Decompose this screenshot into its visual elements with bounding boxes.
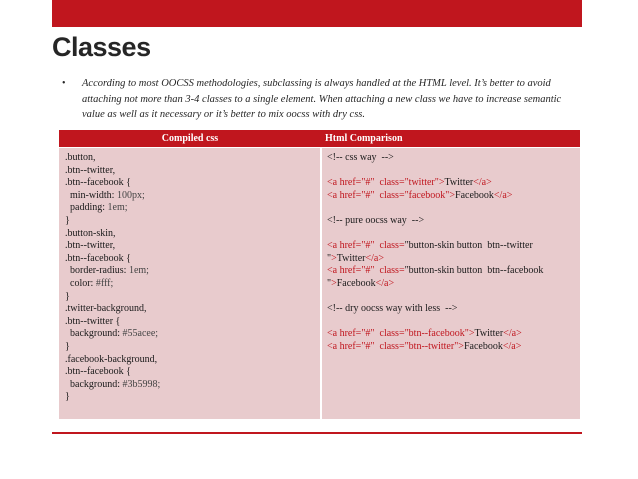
top-accent-bar [52, 0, 582, 27]
table-header-row [59, 130, 580, 147]
bottom-divider [52, 432, 582, 434]
css-code-line: } [65, 340, 70, 352]
blank-line [327, 228, 580, 241]
html-code-line: ">Facebook</a> [327, 277, 395, 289]
css-code-line: .btn--twitter, [65, 240, 116, 252]
css-code-line: .button-skin, [65, 227, 116, 239]
css-code-line: background: #55acee; [65, 328, 159, 340]
bullet-text: According to most OOCSS methodologies, subclassing is always handled at the HTML level. It’s better to avoid attaching not more than 3-4 classes to a single element. When attaching a new class we have to increase semantic value as well as it necessary or it’s better to mix oocss with dry css. [82, 78, 562, 120]
css-code-line: .btn--twitter { [65, 315, 121, 327]
slide-title: Classes [52, 32, 151, 62]
css-code-line: min-width: 100px; [65, 189, 145, 201]
bullet-icon: • [62, 78, 66, 89]
css-code-line: } [65, 214, 70, 226]
html-comment-line: <!-- pure oocss way --> [327, 214, 425, 226]
blank-line [327, 291, 580, 304]
html-code-line: <a href="#" class="facebook">Facebook</a> [327, 189, 513, 201]
html-code-line: ">Twitter</a> [327, 252, 384, 264]
html-comment-line: <!-- css way --> [327, 152, 394, 163]
header-html-comparison: Html Comparison [325, 133, 403, 144]
html-comment-line: <!-- dry oocss way with less --> [327, 303, 458, 315]
html-code-line: <a href="#" class="btn--twitter">Facebook</a> [327, 340, 522, 352]
css-code-line: color: #fff; [65, 277, 114, 289]
html-code-line: <a href="#" class="btn--facebook">Twitter</a> [327, 328, 522, 340]
html-code-line: <a href="#" class="twitter">Twitter</a> [327, 177, 492, 189]
css-code-line: background: #3b5998; [65, 378, 161, 390]
css-code-line: .twitter-background, [65, 303, 147, 315]
html-code-line: <a href="#" class="button-skin button btn--facebook [327, 265, 544, 277]
css-code-line: .btn--twitter, [65, 164, 116, 176]
compiled-css-cell [59, 148, 320, 419]
html-comparison-cell [322, 148, 580, 419]
css-code-line: .btn--facebook { [65, 177, 131, 189]
css-code-line: padding: 1em; [65, 202, 128, 214]
css-code-line: .btn--facebook { [65, 366, 131, 378]
comparison-table [58, 129, 581, 420]
css-code-line: } [65, 391, 70, 403]
css-code-line: } [65, 290, 70, 302]
css-code-line: border-radius: 1em; [65, 265, 149, 277]
html-code-line: <a href="#" class="button-skin button btn--twitter [327, 240, 533, 252]
blank-line [327, 202, 580, 215]
header-compiled-css: Compiled css [161, 133, 219, 144]
blank-line [327, 165, 580, 178]
blank-line [327, 316, 580, 329]
css-code-line: .facebook-background, [65, 353, 158, 365]
css-code-line: .button, [65, 152, 96, 163]
css-code-line: .btn--facebook { [65, 252, 131, 264]
